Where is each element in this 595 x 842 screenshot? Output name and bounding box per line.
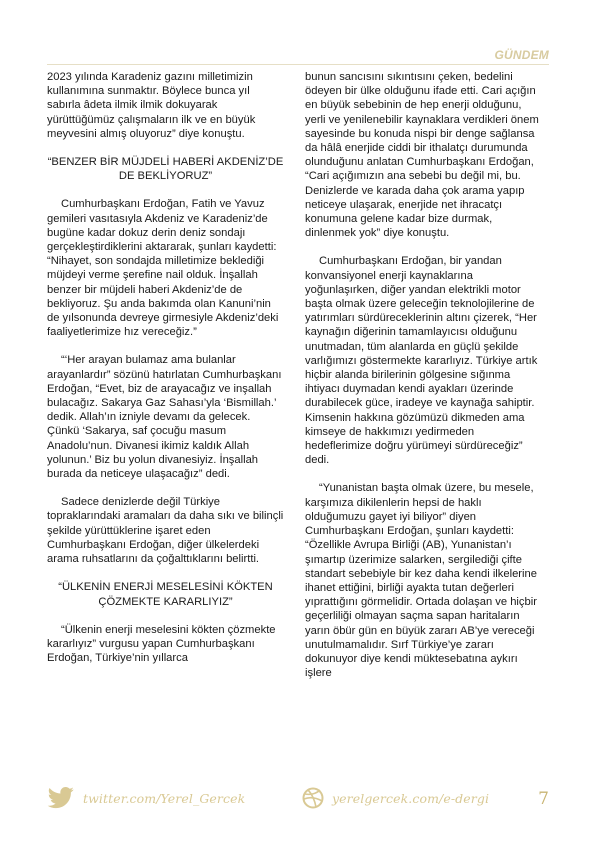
article-paragraph: 2023 yılında Karadeniz gazını milletimizin kullanımına sunmaktır. Böylece bunca yıl sabırla âdeta ilmik ilmik dokuyarak yürüttüğümüz çalışmaların ilk ve en büyük meyvesini almış oluyoruz” diye konuştu.	[47, 71, 256, 140]
twitter-bird-icon	[47, 787, 75, 809]
page-number: 7	[538, 789, 549, 809]
article-paragraph: “‘Her arayan bulamaz ama bulanlar arayanlardır” sözünü hatırlatan Cumhurbaşkanı Erdoğan, “Evet, biz de arayacağız ve inşallah bulacağız. Sakarya Gaz Sahası’yla ‘Bismillah.’ dedik. Allah’ın izniyle devamı da gelecek. Çünkü ‘Sakarya, saf çocuğu masum Anadolu’nun. Divanesi ikimiz kaldık Allah yolunun.’ Biz bu yolun divanesiyiz. İnşallah burada da neticeye ulaşacağız” dedi.	[47, 354, 282, 481]
website-link-text[interactable]: yerelgercek.com/e-dergi	[332, 790, 490, 806]
article-paragraph: Sadece denizlerde değil Türkiye topraklarındaki aramaları da daha sıkı ve bilinçli şekilde yürüttüklerine işaret eden Cumhurbaşkanı Erdoğan, diğer ülkelerdeki arama ruhsatlarını da çoğalttıklarını belirtti.	[47, 496, 284, 566]
website-link[interactable]	[302, 787, 489, 809]
article-paragraph: “Ülkenin enerji meselesini kökten çözmekte kararlıyız” vurgusu yapan Cumhurbaşkanı Erdoğan, Türkiye’nin yıllarca	[47, 623, 276, 665]
article-paragraph: bunun sancısını sıkıntısını çeken, bedelini ödeyen bir ülke olduğunu ifade etti. Cari açığın en büyük sebebinin de hep enerji olduğunu, yerli ve yenilenebilir kaynaklara verdikleri önem sayesinde bu konuda nispi bir denge sağlansa da hâlâ enerjide ciddi bir ithalatçı durumunda olunduğunu anlatan Cumhurbaşkanı Erdoğan, “Cari açığımızın ana sebebi bu değil mi, bu. Denizlerde ve karada daha çok arama yapıp neticeye ulaşarak, enerjide net ihracatçı konumuna gelene kadar bize durmak, dinlenmek yok” diye konuştu.	[305, 71, 539, 240]
header-divider	[47, 64, 549, 65]
dribbble-ball-icon	[302, 787, 324, 809]
twitter-link-text[interactable]: twitter.com/Yerel_Gercek	[83, 790, 246, 806]
subheading: “ÜLKENİN ENERJİ MESELESİNİ KÖKTEN ÇÖZMEKTE KARARLIYIZ”	[58, 581, 273, 608]
article-paragraph: “Yunanistan başta olmak üzere, bu mesele, karşımıza dikilenlerin hepsi de haklı olduğumuzu gayet iyi biliyor” diyen Cumhurbaşkanı Erdoğan, şunları kaydetti: “Özellikle Avrupa Birliği (AB), Yunanistan’ı şımartıp üzerimize salarken, sergilediği çifte standart sebebiyle bir kez daha kendi ilkelerine ihanet ettiğini, birliği ayakta tutan değerleri yıprattığını görmelidir. Ortada dolaşan ve hiçbir geçerliliği olmayan saçma sapan haritaların yarın öbür gün en büyük zararı AB’ye vereceği unutulmamalıdır. Sırf Türkiye’ye zararı dokunuyor diye kendi müktesebatına aykırı işlere	[305, 482, 537, 680]
left-column	[47, 70, 284, 679]
article-paragraph: Cumhurbaşkanı Erdoğan, Fatih ve Yavuz gemileri vasıtasıyla Akdeniz ve Karadeniz’de bugüne kadar dokuz derin deniz sondajı gerçekleştirdiklerini aktararak, şunları kaydetti: “Nihayet, son sondajda milletimize beklediği müjdeyi verme şerefine nail olduk. İnşallah benzer bir müjdeli haberi Akdeniz’de de bekliyoruz. Şu anda bakımda olan Kanuni’nin de yılsonunda devreye girmesiyle Akdeniz’deki faaliyetlerimize hız vereceğiz.”	[47, 198, 279, 339]
section-label: GÜNDEM	[494, 48, 549, 62]
twitter-link[interactable]	[47, 787, 245, 809]
article-paragraph: Cumhurbaşkanı Erdoğan, bir yandan konvansiyonel enerji kaynaklarına yoğunlaşırken, diğer yandan elektrikli motor başta olmak üzere geleceğin teknolojilerine de yatırımları sürdüreceklerinin altını çizerek, “Her kaynağın diğerinin tamamlayıcısı olduğunu unutmadan, tüm alanlarda en güçlü şekilde varlığımızı göstermekte kararlıyız. Türkiye artık hiçbir alanda birilerinin gölgesine sığınma ihtiyacı duymadan kendi ayakları üzerinde durabilecek güce, iradeye ve kaynağa sahiptir. Kimsenin hakkına gözümüzü dikmeden ama kimseye de hakkımızı yedirmeden hedeflerimize doğru yürümeyi sürdüreceğiz” dedi.	[305, 255, 538, 467]
page-footer	[47, 787, 557, 813]
subheading: “BENZER BİR MÜJDELİ HABERİ AKDENİZ’DE DE BEKLİYORUZ”	[47, 156, 284, 183]
right-column	[305, 70, 542, 694]
